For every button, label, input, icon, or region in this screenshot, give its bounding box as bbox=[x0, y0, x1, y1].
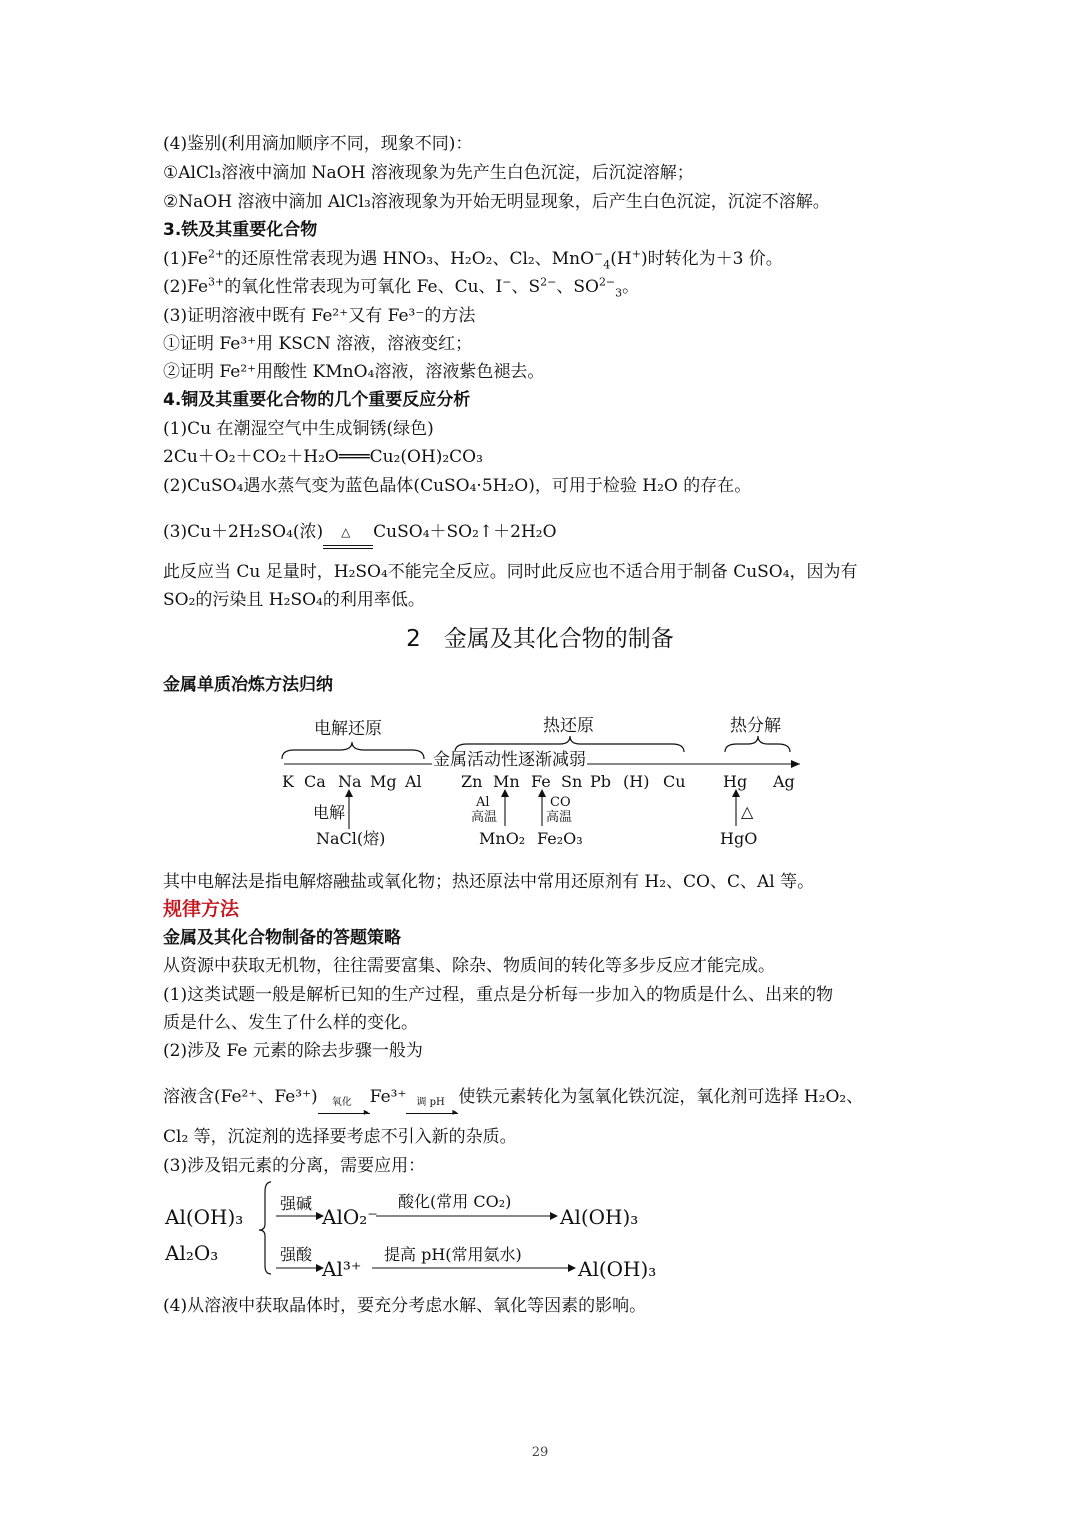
section-heading: 4.铜及其重要化合物的几个重要反应分析 bbox=[163, 390, 471, 410]
aloh3-left: Al(OH)₃ bbox=[165, 1205, 244, 1229]
sub-heading: 金属及其化合物制备的答题策略 bbox=[163, 928, 401, 948]
trend-label: 金属活动性逐渐减弱 bbox=[433, 750, 586, 770]
text-line: 溶液含(Fe²⁺、Fe³⁺) 氧化 ▸ Fe³⁺ 调 pH ▸ 使铁元素转化为氢氧化铁沉淀，氧化剂可选择 H₂O₂、 bbox=[163, 1087, 864, 1118]
aloh3-right-2: Al(OH)₃ bbox=[578, 1257, 657, 1281]
text-line: (2)CuSO₄遇水蒸气变为蓝色晶体(CuSO₄·5H₂O)，可用于检验 H₂O 的存在。 bbox=[163, 476, 752, 496]
metal-symbol: Zn bbox=[461, 772, 483, 791]
text-line: (2)涉及 Fe 元素的除去步骤一般为 bbox=[163, 1041, 423, 1061]
page-number: 29 bbox=[531, 1445, 549, 1460]
equation: (3)Cu＋2H₂SO₄(浓) △ CuSO₄＋SO₂↑＋2H₂O bbox=[163, 521, 557, 543]
text-line: Cl₂ 等，沉淀剂的选择要考虑不引入新的杂质。 bbox=[163, 1127, 517, 1147]
strong-acid-label: 强酸 bbox=[280, 1245, 313, 1264]
equation: 2Cu＋O₂＋CO₂＋H₂O═══Cu₂(OH)₂CO₃ bbox=[163, 447, 483, 467]
al-reagent: Al bbox=[476, 795, 490, 810]
metal-symbol: Ca bbox=[304, 772, 326, 791]
adjust-ph-label: 调 pH bbox=[416, 1097, 445, 1108]
label-electrolysis: 电解还原 bbox=[314, 719, 382, 739]
text-line: 此反应当 Cu 足量时，H₂SO₄不能完全反应。同时此反应也不适合用于制备 CuSO₄，因为有 bbox=[163, 562, 858, 582]
sub-heading: 金属单质冶炼方法归纳 bbox=[163, 675, 333, 695]
high-temp-label: 高温 bbox=[546, 810, 573, 825]
metal-symbol: Fe bbox=[531, 772, 551, 791]
method-heading: 规律方法 bbox=[163, 898, 240, 920]
metal-symbol: K bbox=[282, 772, 294, 791]
text-line: 从资源中获取无机物，往往需要富集、除杂、物质间的转化等多步反应才能完成。 bbox=[163, 956, 775, 976]
metal-symbol: Mg bbox=[370, 772, 397, 791]
text-line: $(2)Fe^{3+}$的氧化性常表现为可氧化 Fe、Cu、I−、$S^{2-}$、$SO^{2-}_3$。 bbox=[163, 275, 640, 300]
text-line: 质是什么、发生了什么样的变化。 bbox=[163, 1013, 418, 1033]
text-line: ②证明 Fe²⁺用酸性 KMnO₄溶液，溶液紫色褪去。 bbox=[163, 362, 545, 382]
co-reagent: CO bbox=[550, 795, 571, 810]
label-heat-reduction: 热还原 bbox=[543, 716, 594, 736]
text-line: (4)鉴别(利用滴加顺序不同，现象不同)： bbox=[163, 134, 473, 154]
metal-symbol: Pb bbox=[590, 772, 612, 791]
text-line: (4)从溶液中获取晶体时，要充分考虑水解、氧化等因素的影响。 bbox=[163, 1296, 647, 1316]
section-heading: 3.铁及其重要化合物 bbox=[163, 220, 318, 240]
metal-symbol: Al bbox=[405, 772, 422, 791]
fe2o3-label: Fe₂O₃ bbox=[537, 829, 583, 848]
text-line: (1)Cu 在潮湿空气中生成铜锈(绿色) bbox=[163, 419, 434, 439]
high-temp-label: 高温 bbox=[471, 810, 498, 825]
metal-symbol: Sn bbox=[561, 772, 583, 791]
text-line: ①AlCl₃溶液中滴加 NaOH 溶液现象为先产生白色沉淀，后沉淀溶解； bbox=[163, 163, 694, 183]
heat-symbol: △ bbox=[741, 802, 754, 821]
text-line: ②NaOH 溶液中滴加 AlCl₃溶液现象为开始无明显现象，后产生白色沉淀，沉淀不溶解。 bbox=[163, 192, 830, 212]
metal-symbol: Cu bbox=[663, 772, 686, 791]
metal-symbol: Mn bbox=[493, 772, 520, 791]
section-title: 2 金属及其化合物的制备 bbox=[406, 626, 674, 652]
text-line: (3)证明溶液中既有 Fe²⁺又有 Fe³⁻的方法 bbox=[163, 306, 476, 326]
strong-base-label: 强碱 bbox=[280, 1194, 313, 1213]
heat-symbol: △ bbox=[341, 525, 351, 539]
electro-label: 电解 bbox=[313, 803, 346, 822]
metal-symbol: Ag bbox=[773, 772, 795, 791]
metal-symbol: Na bbox=[338, 772, 362, 791]
text-line: (1)这类试题一般是解析已知的生产过程，重点是分析每一步加入的物质是什么、出来的物 bbox=[163, 985, 834, 1005]
aloh3-right-1: Al(OH)₃ bbox=[560, 1205, 639, 1229]
al3-label: Al³⁺ bbox=[322, 1257, 362, 1281]
alo2-label: AlO₂⁻ bbox=[322, 1205, 378, 1229]
acidify-label: 酸化(常用 CO₂) bbox=[398, 1192, 512, 1211]
hgo-label: HgO bbox=[720, 829, 758, 848]
text-line: $(1)Fe^{2+}$的还原性常表现为遇 HNO₃、H₂O₂、Cl₂、MnO−$_4$(H+)时转化为＋3 价。 bbox=[163, 247, 783, 272]
oxidize-label: 氧化 bbox=[331, 1097, 352, 1108]
metal-symbol: Hg bbox=[723, 772, 748, 791]
text-line: 其中电解法是指电解熔融盐或氧化物；热还原法中常用还原剂有 H₂、CO、C、Al 等。 bbox=[163, 872, 815, 892]
text-line: SO₂的污染且 H₂SO₄的利用率低。 bbox=[163, 590, 425, 610]
label-heat-decomposition: 热分解 bbox=[730, 716, 781, 736]
text-line: ①证明 Fe³⁺用 KSCN 溶液，溶液变红； bbox=[163, 334, 473, 354]
nacl-label: NaCl(熔) bbox=[316, 829, 386, 848]
text-line: (3)涉及铝元素的分离，需要应用： bbox=[163, 1156, 426, 1176]
metal-symbol: (H) bbox=[623, 772, 650, 791]
al2o3-label: Al₂O₃ bbox=[165, 1241, 219, 1265]
mno2-label: MnO₂ bbox=[479, 829, 526, 848]
raise-ph-label: 提高 pH(常用氨水) bbox=[384, 1245, 522, 1264]
